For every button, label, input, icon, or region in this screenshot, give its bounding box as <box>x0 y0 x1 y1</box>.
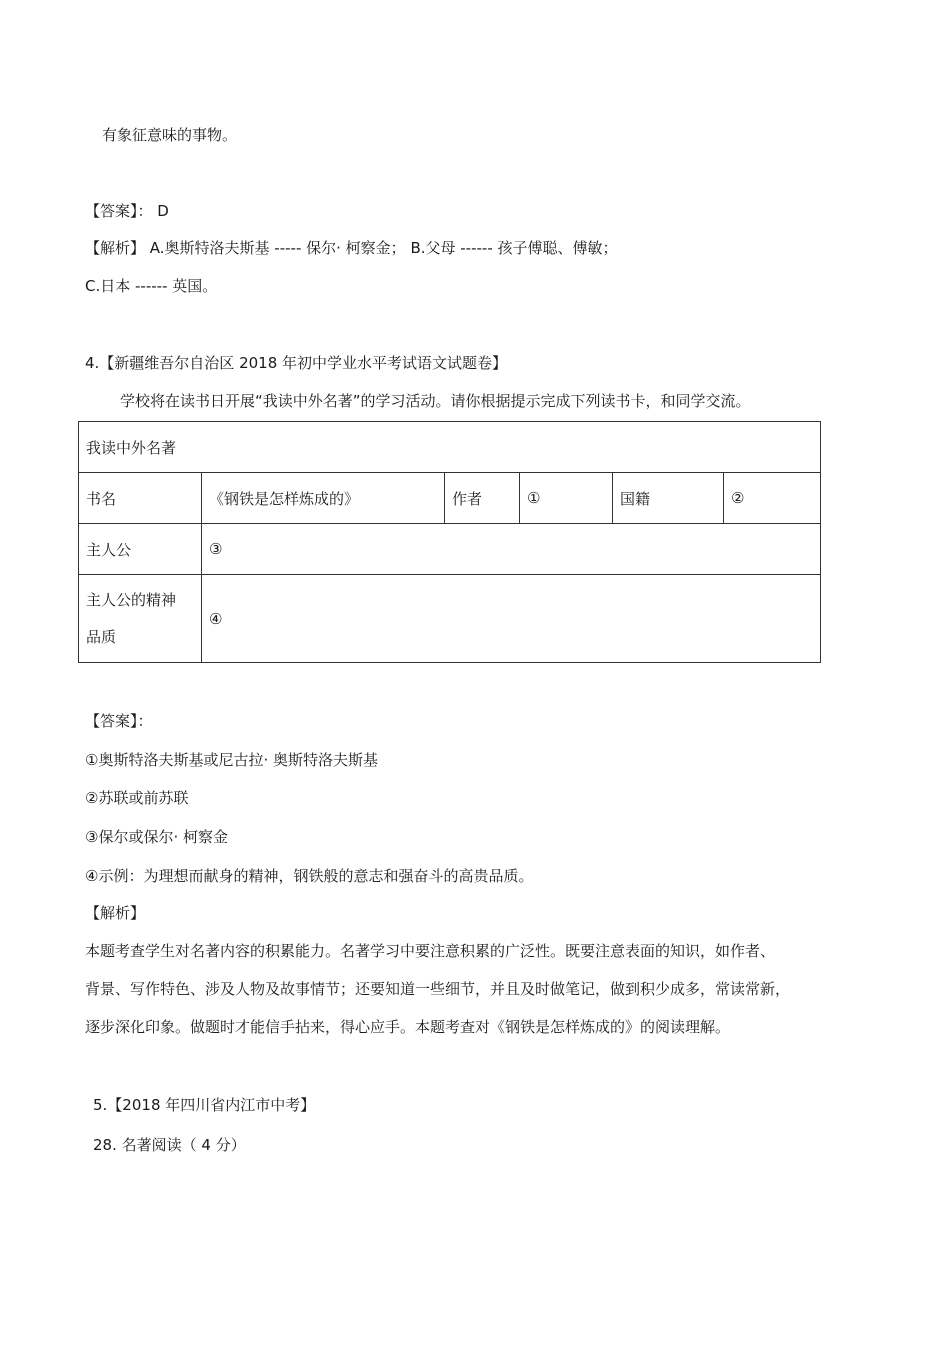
table-row <box>79 575 821 663</box>
spirit-label-line-2: 品质 <box>86 627 117 646</box>
q3-answer: 【答案】： D <box>85 202 169 220</box>
table-row <box>79 473 821 524</box>
q4-analysis-line-1: 本题考查学生对名著内容的积累能力。名著学习中要注意积累的广泛性。既要注意表面的知识，如作者、 <box>85 942 776 960</box>
q4-intro: 学校将在读书日开展“我读中外名著”的学习活动。请你根据提示完成下列读书卡，和同学交流。 <box>120 392 751 410</box>
q4-analysis-line-3: 逐步深化印象。做题时才能信手拈来，得心应手。本题考查对《钢铁是怎样炼成的》的阅读理解。 <box>85 1018 731 1036</box>
q4-analysis-line-2: 背景、写作特色、涉及人物及故事情节；还要知道一些细节，并且及时做笔记，做到积少成多，常读常新， <box>85 980 791 998</box>
book-label: 书名 <box>79 473 202 524</box>
q3-analysis-line-2: C.日本 ------ 英国。 <box>85 277 218 295</box>
hero-value: ③ <box>202 524 821 575</box>
q4-answer-title: 【答案】： <box>85 712 153 730</box>
q5-subquestion: 28. 名著阅读（ 4 分） <box>93 1136 246 1154</box>
table-row <box>79 524 821 575</box>
reading-card-table <box>78 421 821 663</box>
nationality-value: ② <box>724 473 821 524</box>
nationality-label: 国籍 <box>613 473 724 524</box>
spirit-value: ④ <box>202 575 821 663</box>
q5-heading: 5.【2018 年四川省内江市中考】 <box>93 1096 316 1114</box>
q3-analysis-line-1: 【解析】 A.奥斯特洛夫斯基 ----- 保尔· 柯察金； B.父母 ------ 孩子傅聪、傅敏； <box>85 239 618 257</box>
previous-item-tail: 有象征意味的事物。 <box>102 126 238 144</box>
table-row <box>79 422 821 473</box>
book-value: 《钢铁是怎样炼成的》 <box>202 473 445 524</box>
q4-answer-4: ④示例：为理想而献身的精神，钢铁般的意志和强奋斗的高贵品质。 <box>85 867 534 885</box>
q4-answer-1: ①奥斯特洛夫斯基或尼古拉· 奥斯特洛夫斯基 <box>85 751 378 769</box>
spirit-label <box>79 575 202 663</box>
spirit-label-line-1: 主人公的精神 <box>86 590 177 609</box>
q4-analysis-title: 【解析】 <box>85 904 146 922</box>
q4-answer-2: ②苏联或前苏联 <box>85 789 189 807</box>
author-value: ① <box>520 473 613 524</box>
hero-label: 主人公 <box>79 524 202 575</box>
q4-answer-3: ③保尔或保尔· 柯察金 <box>85 828 228 846</box>
q4-heading: 4.【新疆维吾尔自治区 2018 年初中学业水平考试语文试题卷】 <box>85 354 508 372</box>
card-title: 我读中外名著 <box>79 422 821 473</box>
author-label: 作者 <box>445 473 520 524</box>
